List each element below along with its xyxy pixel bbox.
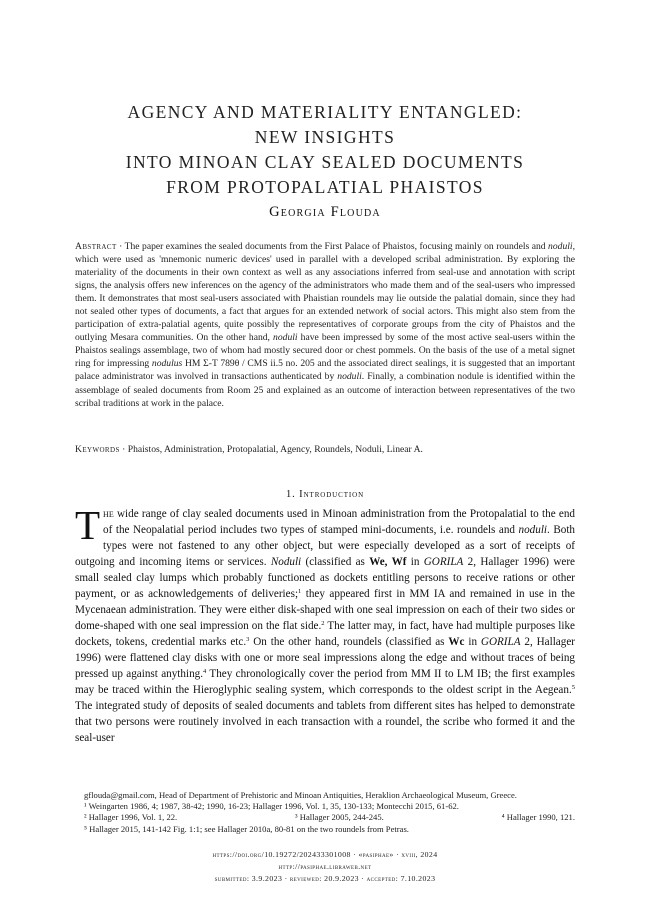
- abstract-label: Abstract: [75, 241, 117, 252]
- title-line: NEW INSIGHTS: [254, 127, 396, 147]
- body-text: The integrated study of deposits of sealed documents and tablets from different sites has helped to demonstrate that two persons were routinely involved in each transaction with a roundel, the scribe who formed it and the seal-user: [75, 700, 575, 744]
- body-text: in: [406, 556, 424, 568]
- paper-title: [60, 100, 590, 200]
- abstract-italic: noduli: [548, 241, 573, 252]
- title-line: INTO MINOAN CLAY SEALED DOCUMENTS: [125, 152, 525, 172]
- body-text: They chronologically cover the period from MM II to LM IB; the first examples may be traced within the Hieroglyphic sealing system, which corresponds to the oldest script in the Aegean.: [75, 668, 575, 696]
- body-italic: Noduli: [270, 556, 302, 568]
- keywords: [75, 443, 575, 456]
- body-text: 2, Hallager 1996) were small sealed clay lumps which probably functioned as dockets entitling persons to receive rations or other payment, or as acknowledgements of deliveries;: [75, 556, 575, 600]
- abstract-italic: noduli: [337, 371, 362, 383]
- body-text: . Both types were not fastened to any other object, but were especially developed as a sort of receipts of outgoing and incoming items or services.: [75, 524, 575, 568]
- submission-dates: submitted: 3.9.2023 · reviewed: 20.9.2023 · accepted: 7.10.2023: [214, 874, 436, 884]
- author-affiliation-note: gflouda@gmail.com, Head of Department of Prehistoric and Minoan Antiquities, Heraklion Archaeological Museum, Greece.: [84, 790, 517, 800]
- body-italic: GORILA: [423, 556, 464, 568]
- body-text: On the other hand, roundels (classified as: [249, 636, 449, 648]
- section-title: Introduction: [299, 489, 365, 500]
- title-line: AGENCY AND MATERIALITY ENTANGLED:: [127, 102, 523, 122]
- abstract-text: . Finally, a combination nodule is identified within the assemblage of sealed documents from Room 25 and explained as an outcome of interaction between representatives of the two scribal traditions at work in the palace.: [75, 371, 575, 409]
- footnote-4: ⁴ Hallager 1990, 121.: [501, 812, 575, 823]
- footnote-ref[interactable]: 4: [203, 668, 207, 675]
- lead-in: he: [103, 508, 114, 520]
- footnote-ref[interactable]: 1: [298, 588, 302, 595]
- body-paragraph: [75, 502, 576, 746]
- body-bold: We, Wf: [369, 556, 407, 568]
- body-text: in: [464, 636, 481, 648]
- abstract-italic: nodulus: [151, 358, 183, 370]
- body-bold: Wc: [448, 636, 465, 648]
- author-name: Georgia Flouda: [269, 204, 381, 220]
- keywords-separator: ·: [119, 444, 128, 455]
- body-text: The latter may, in fact, have had multiple purposes like dockets, tokens, credential marks etc.: [75, 620, 576, 648]
- footnote-row: [75, 812, 575, 823]
- footnote-2: ² Hallager 1996, Vol. 1, 22.: [84, 812, 178, 823]
- footnote-ref[interactable]: 5: [571, 684, 575, 691]
- body-italic: GORILA: [480, 636, 521, 648]
- abstract-text: have been impressed by some of the most active seal-users within the Phaistos sealings assemblage, two of whom had mostly secured door or chest pommels. On the basis of the use of a metal signet ring for impressing: [75, 332, 576, 370]
- body-italic: noduli: [518, 524, 548, 536]
- footnote-3: ³ Hallager 2005, 244-245.: [295, 812, 384, 823]
- body-text: (classified as: [301, 556, 370, 568]
- footnote-5: ⁵ Hallager 2015, 141-142 Fig. 1:1; see Hallager 2010a, 80-81 on the two roundels from Petras.: [84, 823, 409, 834]
- abstract-separator: ·: [116, 241, 125, 252]
- abstract: [75, 240, 575, 410]
- body-text: they appeared first in MM IA and remained in use in the Mycenaean administration. They were either disk-shaped with one seal impression on each of their two sides or dome-shaped with one seal impression on the flat side.: [75, 588, 575, 632]
- abstract-text: , which were used as 'mnemonic numeric devices' used in parallel with a developed scribal administration. By exploring the materiality of the documents in their own context as well as any associations inferred from seal-use and annotation with script signs, the analysis offers new inferences on the agency of the administrators who made them and of the seal-users who impressed them. It demonstrates that most seal-users associated with Phaistian roundels may lie outside the palatial domain, since they had not sealed other types of documents, a fact that argues for an extended network of social actors. This might also stem from the participation of extra-palatial agents, quite possibly the representatives of corporate groups from the city of Phaistos and the outlying Mesara communities. On the other hand,: [75, 241, 575, 344]
- colophon: [0, 849, 650, 886]
- footnote-1: ¹ Weingarten 1986, 4; 1987, 38-42; 1990, 16-23; Hallager 1996, Vol. 1, 35, 130-133; Montecchi 2015, 61-62.: [84, 801, 459, 812]
- section-heading: [0, 489, 650, 500]
- keywords-label: Keywords: [75, 444, 120, 455]
- body-text: wide range of clay sealed documents used in Minoan administration from the Protopalatial to the end of the Neopalatial period includes two types of stamped mini-documents, i.e. roundels and: [103, 508, 575, 536]
- body-text: 2, Hallager 1996) were flattened clay disks with one or more seal impressions along the edge and without traces of being pressed up against anything.: [75, 636, 575, 680]
- abstract-text: The paper examines the sealed documents from the First Palace of Phaistos, focusing mainly on roundels and: [124, 241, 549, 252]
- footnote-ref[interactable]: 2: [321, 620, 325, 627]
- footnote-ref[interactable]: 3: [246, 636, 250, 643]
- keywords-text: Phaistos, Administration, Protopalatial, Agency, Roundels, Noduli, Linear A.: [127, 444, 423, 455]
- doi-line[interactable]: https://doi.org/10.19272/202433301008 · «pasiphae» · xviii, 2024: [212, 850, 438, 859]
- section-number: 1.: [285, 489, 296, 500]
- drop-cap: T: [75, 502, 101, 548]
- abstract-italic: noduli: [273, 332, 298, 344]
- journal-url[interactable]: http://pasiphae.libraweb.net: [278, 862, 372, 872]
- abstract-text: HM Σ-Τ 789θ / CMS ii.5 no. 205 and the associated direct sealings, it is suggested that an important palace administrator was involved in transactions authenticated by: [75, 358, 575, 383]
- footnotes: [75, 790, 575, 835]
- title-line: FROM PROTOPALATIAL PHAISTOS: [166, 177, 484, 197]
